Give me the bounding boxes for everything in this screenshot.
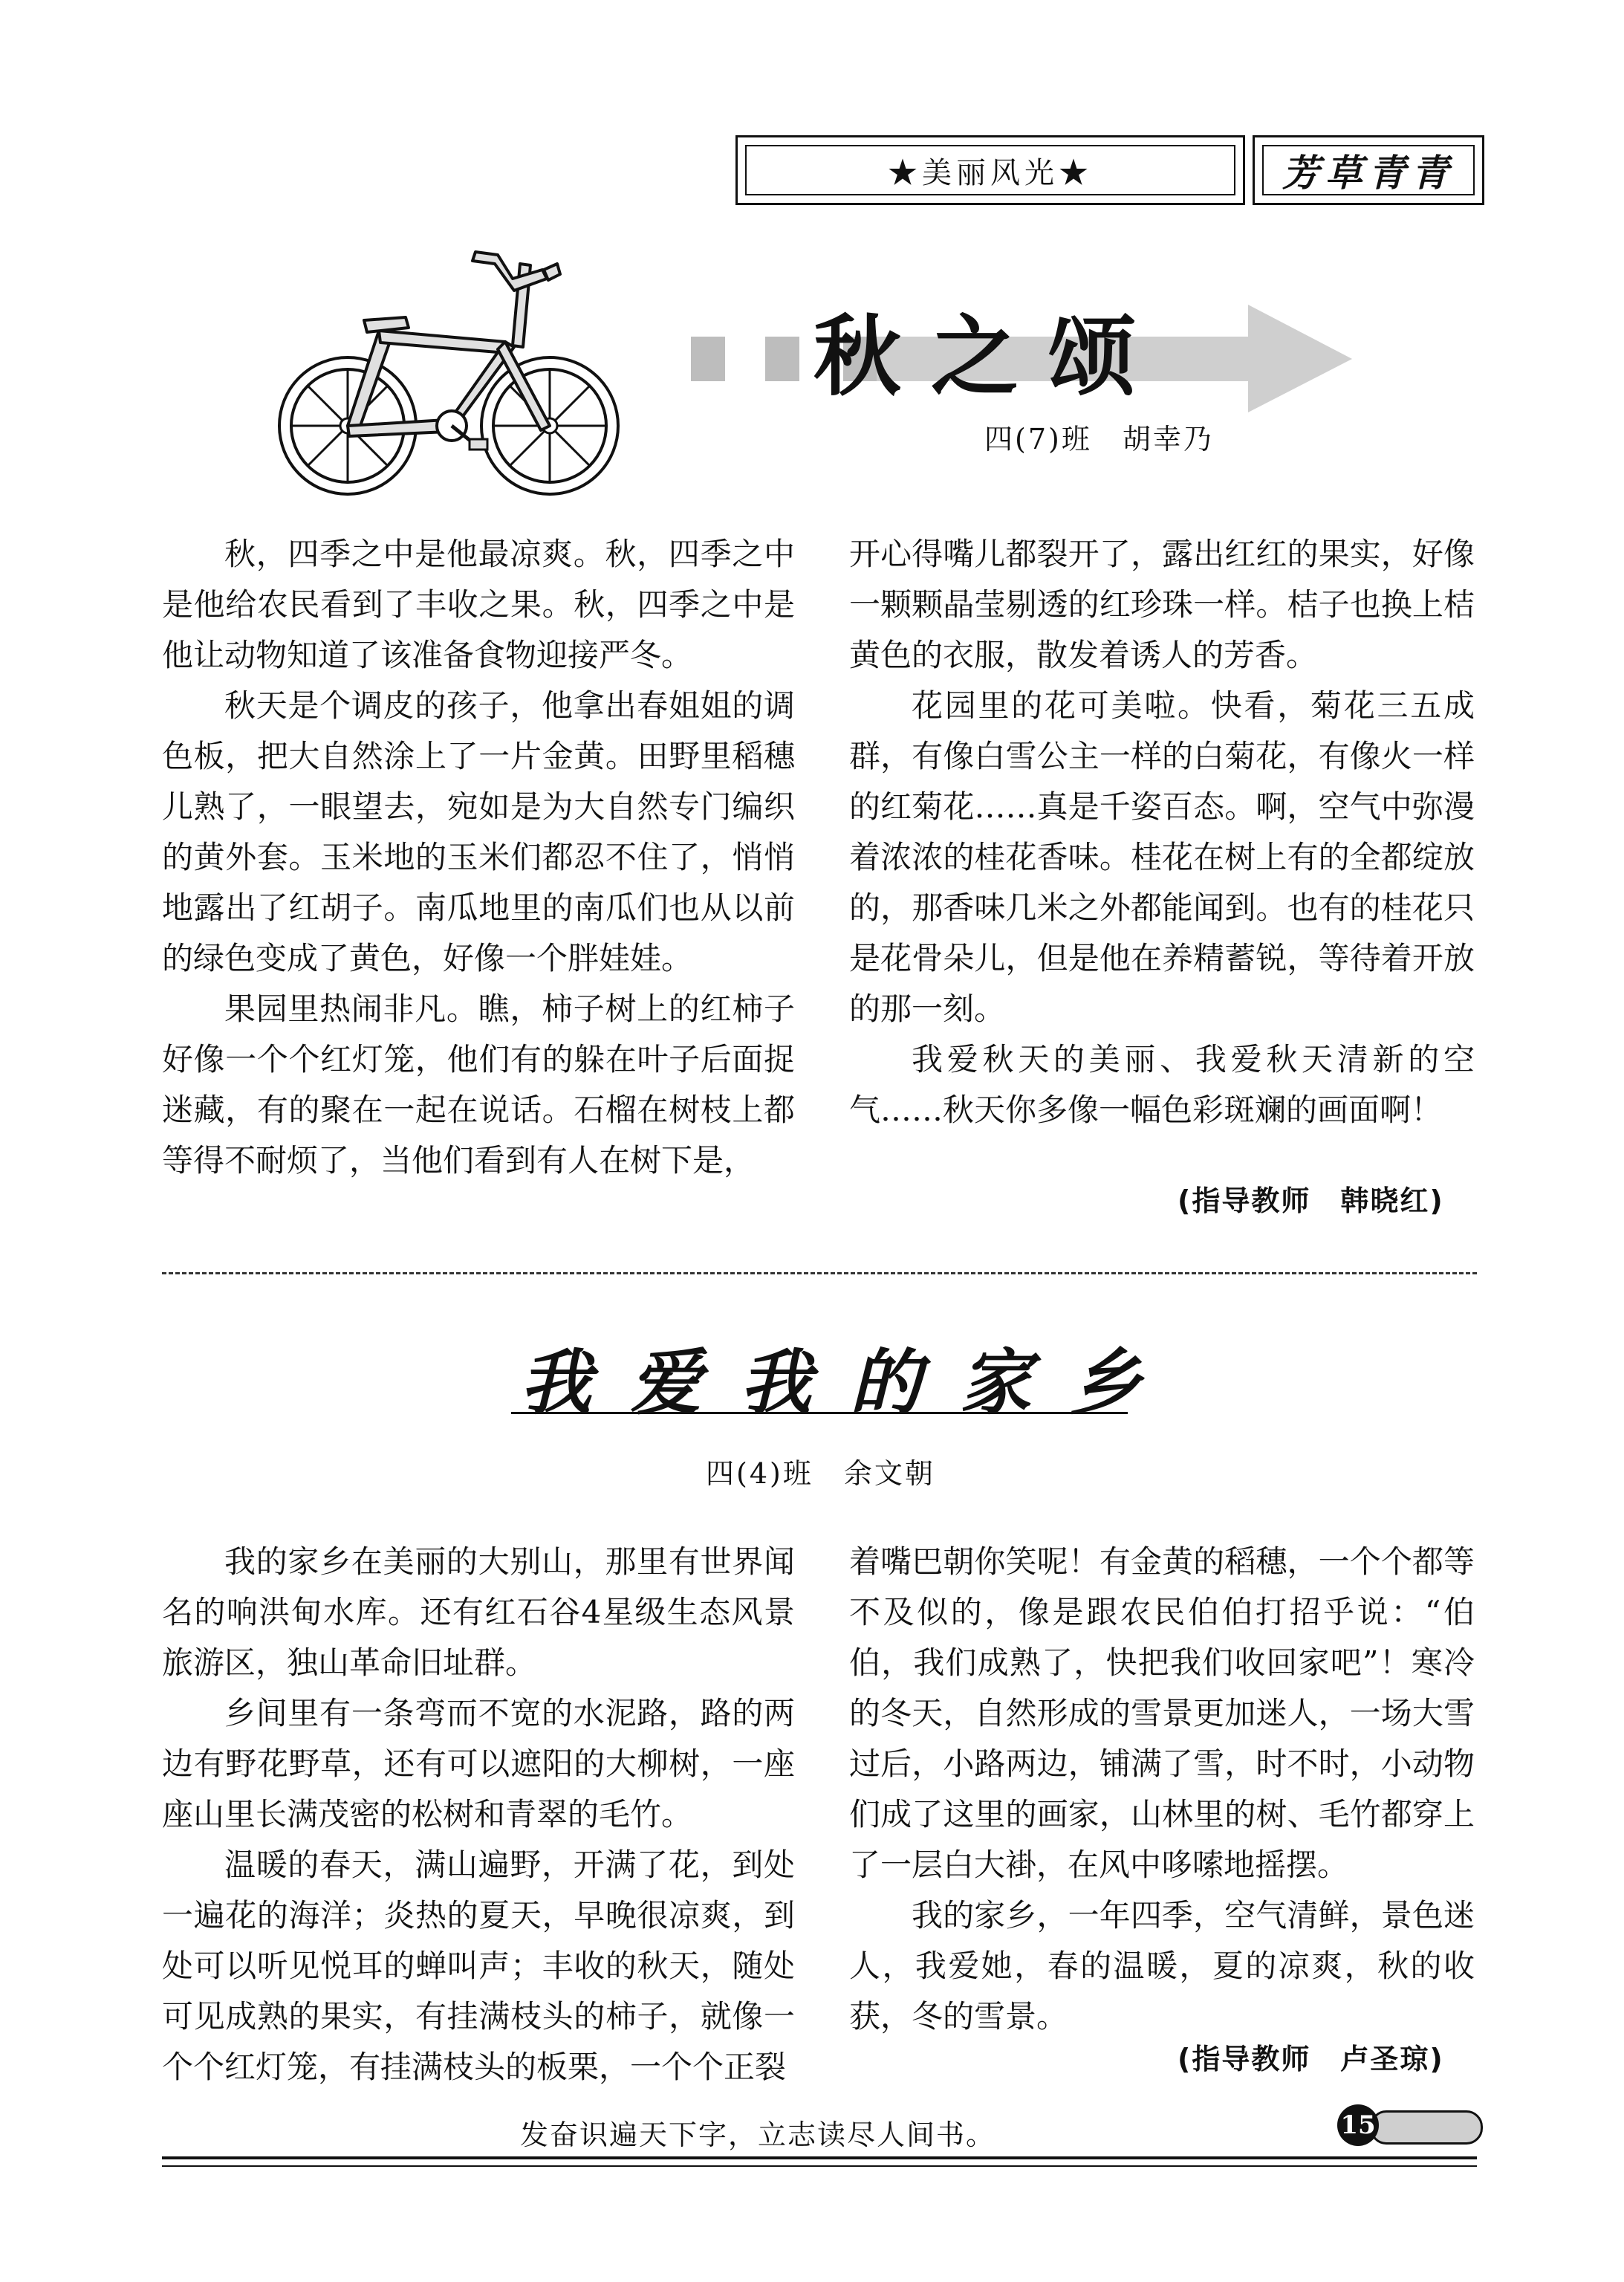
column-name: 芳草青青: [1262, 145, 1475, 195]
article1-left-column: [162, 529, 795, 1186]
article2-paragraph: 着嘴巴朝你笑呢！有金黄的稻穗，一个个都等不及似的，像是跟农民伯伯打招乎说：“伯伯，我们成熟了，快把我们收回家吧”！寒冷的冬天，自然形成的雪景更加迷人，一场大雪过后，小路两边，铺满了雪，时不时，小动物们成了这里的画家，山林里的树、毛竹都穿上了一层白大褂，在风中哆嗦地摇摆。: [849, 1543, 1475, 1883]
footer-rule: [162, 2165, 1477, 2167]
bicycle-icon: [275, 249, 624, 502]
article1-paragraph: 果园里热闹非凡。瞧，柿子树上的红柿子好像一个个红灯笼，他们有的躲在叶子后面捉迷藏，有的聚在一起在说话。石榴在树枝上都等得不耐烦了，当他们看到有人在树下是，: [162, 991, 795, 1179]
article1-right-column: [849, 529, 1475, 1135]
article1-paragraph: 花园里的花可美啦。快看，菊花三五成群，有像白雪公主一样的白菊花，有像火一样的红菊花……真是千姿百态。啊，空气中弥漫着浓浓的桂花香味。桂花在树上有的全都绽放的，那香味几米之外都能闻到。也有的桂花只是花骨朵儿，但是他在养精蓄锐，等待着开放的那一刻。: [849, 687, 1475, 1027]
article1-teacher: (指导教师 韩晓红): [1178, 1184, 1444, 1217]
page-number: 15: [1337, 2104, 1379, 2146]
article2-right-column: [849, 1537, 1475, 2042]
article1-paragraph: 秋，四季之中是他最凉爽。秋，四季之中是他给农民看到了丰收之果。秋，四季之中是他让动物知道了该准备食物迎接严冬。: [162, 536, 795, 673]
section-label: ★美丽风光★: [745, 145, 1235, 195]
column-name-box: [1253, 135, 1484, 205]
section-label-box: [735, 135, 1245, 205]
article1-paragraph: 我爱秋天的美丽、我爱秋天清新的空气……秋天你多像一幅色彩斑斓的画面啊！: [849, 1041, 1475, 1128]
footer-rule: [162, 2156, 1477, 2159]
page-number-pill: [1370, 2110, 1483, 2145]
article1-paragraph: 秋天是个调皮的孩子，他拿出春姐姐的调色板，把大自然涂上了一片金黄。田野里稻穗儿熟了，一眼望去，宛如是为大自然专门编织的黄外套。玉米地的玉米们都忍不住了，悄悄地露出了红胡子。南瓜地里的南瓜们也从以前的绿色变成了黄色，好像一个胖娃娃。: [162, 687, 795, 976]
title-underline: [511, 1412, 1128, 1414]
page-number-badge: [1337, 2104, 1478, 2146]
footer-motto: 发奋识遍天下字，立志读尽人间书。: [520, 2119, 996, 2151]
article2-title: 我爱我的家乡: [520, 1341, 1180, 1424]
section-divider: [162, 1272, 1477, 1274]
article2-paragraph: 乡间里有一条弯而不宽的水泥路，路的两边有野花野草，还有可以遮阳的大柳树，一座座山里长满茂密的松树和青翠的毛竹。: [162, 1695, 795, 1832]
article2-paragraph: 我的家乡在美丽的大别山，那里有世界闻名的响洪甸水库。还有红石谷4星级生态风景旅游区，独山革命旧址群。: [162, 1543, 795, 1681]
article2-teacher: (指导教师 卢圣琼): [1178, 2043, 1444, 2075]
article1-author: 四(7)班 胡幸乃: [984, 423, 1214, 456]
article1-title: 秋之颂: [813, 305, 1166, 408]
article2-left-column: [162, 1537, 795, 2093]
article1-paragraph: 开心得嘴儿都裂开了，露出红红的果实，好像一颗颗晶莹剔透的红珍珠一样。桔子也换上桔黄色的衣服，散发着诱人的芳香。: [849, 536, 1475, 673]
article2-paragraph: 我的家乡，一年四季，空气清鲜，景色迷人，我爱她，春的温暖，夏的凉爽，秋的收获，冬的雪景。: [849, 1897, 1475, 2035]
article2-paragraph: 温暖的春天，满山遍野，开满了花，到处一遍花的海洋；炎热的夏天，早晚很凉爽，到处可以听见悦耳的蝉叫声；丰收的秋天，随处可见成熟的果实，有挂满枝头的柿子，就像一个个红灯笼，有挂满枝头的板栗，一个个正裂: [162, 1847, 795, 2085]
article2-author: 四(4)班 余文朝: [706, 1457, 935, 1490]
